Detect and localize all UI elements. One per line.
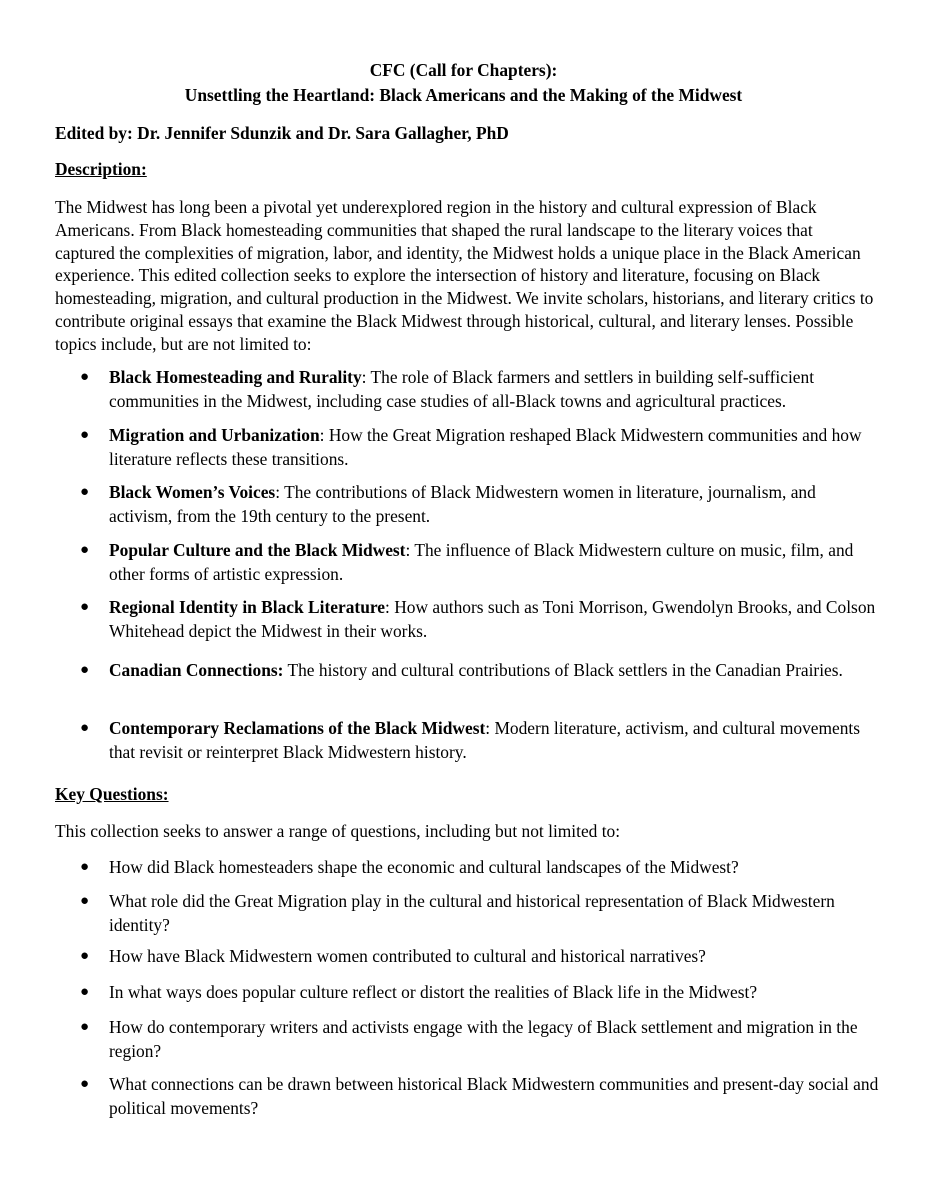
bullet-icon: ● (80, 484, 90, 500)
topic-description: The contributions of Black Midwestern women in literature, journalism, and activism, from the 19th century to the present. (109, 482, 816, 526)
topic-text (109, 596, 879, 643)
topic-separator: : (275, 482, 285, 502)
topic-description: The history and cultural contributions of Black settlers in the Canadian Prairies. (287, 660, 843, 680)
question-text: What role did the Great Migration play in the cultural and historical representation of Black Midwestern identity? (109, 891, 835, 935)
topic-separator: : (405, 540, 415, 560)
topic-title: Canadian Connections: (109, 660, 284, 680)
topic-text (109, 717, 879, 764)
topic-title: Black Homesteading and Rurality (109, 367, 362, 387)
topic-separator: : (485, 718, 495, 738)
topic-title: Popular Culture and the Black Midwest (109, 540, 406, 560)
topic-title: Black Women’s Voices (109, 482, 276, 502)
question-text: How do contemporary writers and activists engage with the legacy of Black settlement and migration in the region? (109, 1017, 858, 1061)
bullet-icon: ● (80, 984, 90, 1000)
topic-description: The role of Black farmers and settlers in building self-sufficient communities in the Midwest, including case studies of all-Black towns and agricultural practices. (109, 367, 815, 411)
topic-title: Regional Identity in Black Literature (109, 597, 385, 617)
question-text: In what ways does popular culture reflect or distort the realities of Black life in the Midwest? (109, 982, 758, 1002)
bullet-icon: ● (80, 948, 90, 964)
bullet-icon: ● (80, 859, 90, 875)
bullet-icon: ● (80, 720, 90, 736)
topic-title: Migration and Urbanization (109, 425, 320, 445)
topic-description: Modern literature, activism, and cultural movements that revisit or reinterpret Black Midwestern history. (109, 718, 861, 762)
topic-text (109, 539, 879, 586)
description-paragraph: The Midwest has long been a pivotal yet underexplored region in the history and cultural expression of Black Americans. From Black homesteading communities that shaped the rural landscape to the literary voices that captured the complexities of migration, labor, and identity, the Midwest holds a unique place in the Black American experience. This edited collection seeks to explore the intersection of history and literature, focusing on Black homesteading, migration, and cultural production in the Midwest. We invite scholars, historians, and literary critics to contribute original essays that examine the Black Midwest through historical, cultural, and literary lenses. Possible topics include, but are not limited to: (55, 197, 874, 354)
bullet-icon: ● (80, 427, 90, 443)
bullet-icon: ● (80, 369, 90, 385)
bullet-icon: ● (80, 599, 90, 615)
question-text: How have Black Midwestern women contributed to cultural and historical narratives? (109, 946, 706, 966)
title-line-2: Unsettling the Heartland: Black Americans and the Making of the Midwest (184, 85, 743, 105)
topic-title: Contemporary Reclamations of the Black Midwest (109, 718, 486, 738)
topic-separator: : (385, 597, 395, 617)
editors-line: Edited by: Dr. Jennifer Sdunzik and Dr. Sara Gallagher, PhD (55, 123, 509, 143)
bullet-icon: ● (80, 542, 90, 558)
bullet-icon: ● (80, 893, 90, 909)
bullet-icon: ● (80, 1019, 90, 1035)
topic-separator: : (361, 367, 371, 387)
topic-text (109, 481, 879, 528)
bullet-icon: ● (80, 1076, 90, 1092)
topic-description: The influence of Black Midwestern culture on music, film, and other forms of artistic expression. (109, 540, 854, 584)
key-questions-intro: This collection seeks to answer a range of questions, including but not limited to: (55, 821, 621, 841)
description-heading: Description: (55, 159, 147, 179)
question-text: What connections can be drawn between historical Black Midwestern communities and present-day social and political movements? (109, 1074, 879, 1118)
bullet-icon: ● (80, 662, 90, 678)
topic-description: How authors such as Toni Morrison, Gwendolyn Brooks, and Colson Whitehead depict the Midwest in their works. (109, 597, 876, 641)
topic-description: How the Great Migration reshaped Black Midwestern communities and how literature reflects these transitions. (109, 425, 862, 469)
topic-text (109, 659, 879, 683)
key-questions-heading: Key Questions: (55, 784, 169, 804)
title-line-1: CFC (Call for Chapters): (369, 60, 558, 80)
topic-text (109, 366, 879, 413)
topic-separator: : (319, 425, 329, 445)
topic-text (109, 424, 879, 471)
question-text: How did Black homesteaders shape the economic and cultural landscapes of the Midwest? (109, 857, 739, 877)
